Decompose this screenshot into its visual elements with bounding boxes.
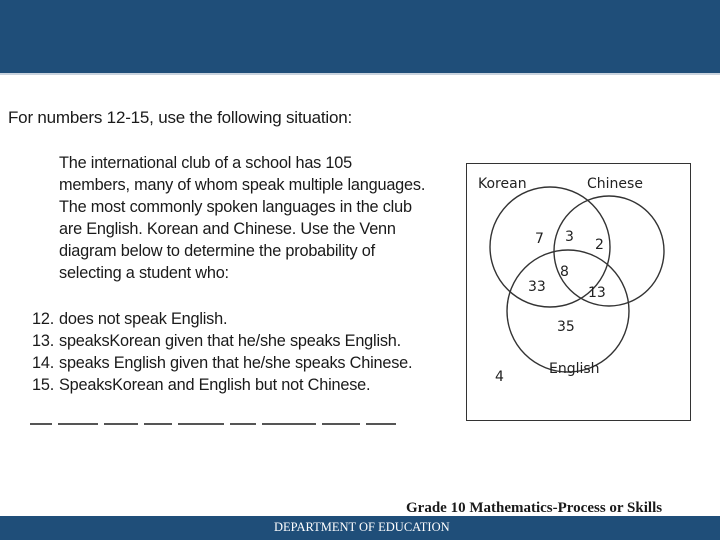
korean-chinese-value: 3 <box>565 229 574 245</box>
question-number: 14. <box>32 354 55 372</box>
question-item <box>32 330 412 352</box>
header-bar <box>0 0 720 75</box>
all-three-value: 8 <box>560 264 569 280</box>
question-text: speaksKorean given that he/she speaks English. <box>59 332 401 350</box>
question-number: 15. <box>32 376 55 394</box>
department-label: DEPARTMENT OF EDUCATION <box>274 520 450 534</box>
korean-label: Korean <box>478 176 527 192</box>
question-text: speaks English given that he/she speaks Chinese. <box>59 354 413 372</box>
chinese-circle <box>554 196 664 306</box>
question-item <box>32 308 412 330</box>
footer-title: Grade 10 Mathematics-Process or Skills <box>406 500 663 516</box>
question-item <box>32 374 412 396</box>
question-number: 13. <box>32 332 55 350</box>
question-item <box>32 352 412 374</box>
english-label: English <box>549 361 600 377</box>
cropped-text-line <box>30 418 440 426</box>
situation-line: The most commonly spoken languages in the club <box>59 198 412 216</box>
chinese-label: Chinese <box>587 176 643 192</box>
venn-diagram <box>466 163 691 421</box>
korean-only-value: 7 <box>535 231 544 247</box>
none-value: 4 <box>495 369 504 385</box>
question-text: SpeaksKorean and English but not Chinese. <box>59 376 371 394</box>
instructions-heading: For numbers 12-15, use the following situation: <box>8 108 353 127</box>
situation-line: selecting a student who: <box>59 264 229 282</box>
venn-svg <box>467 164 692 422</box>
english-only-value: 35 <box>557 319 575 335</box>
situation-line: are English. Korean and Chinese. Use the Venn <box>59 220 396 238</box>
situation-line: diagram below to determine the probability of <box>59 242 375 260</box>
situation-line: The international club of a school has 105 <box>59 154 353 172</box>
situation-text <box>59 152 459 284</box>
chinese-only-value: 2 <box>595 237 604 253</box>
question-number: 12. <box>32 310 55 328</box>
question-list <box>32 308 412 396</box>
chinese-english-value: 13 <box>588 285 606 301</box>
question-text: does not speak English. <box>59 310 228 328</box>
korean-english-value: 33 <box>528 279 546 295</box>
situation-line: members, many of whom speak multiple languages. <box>59 176 426 194</box>
